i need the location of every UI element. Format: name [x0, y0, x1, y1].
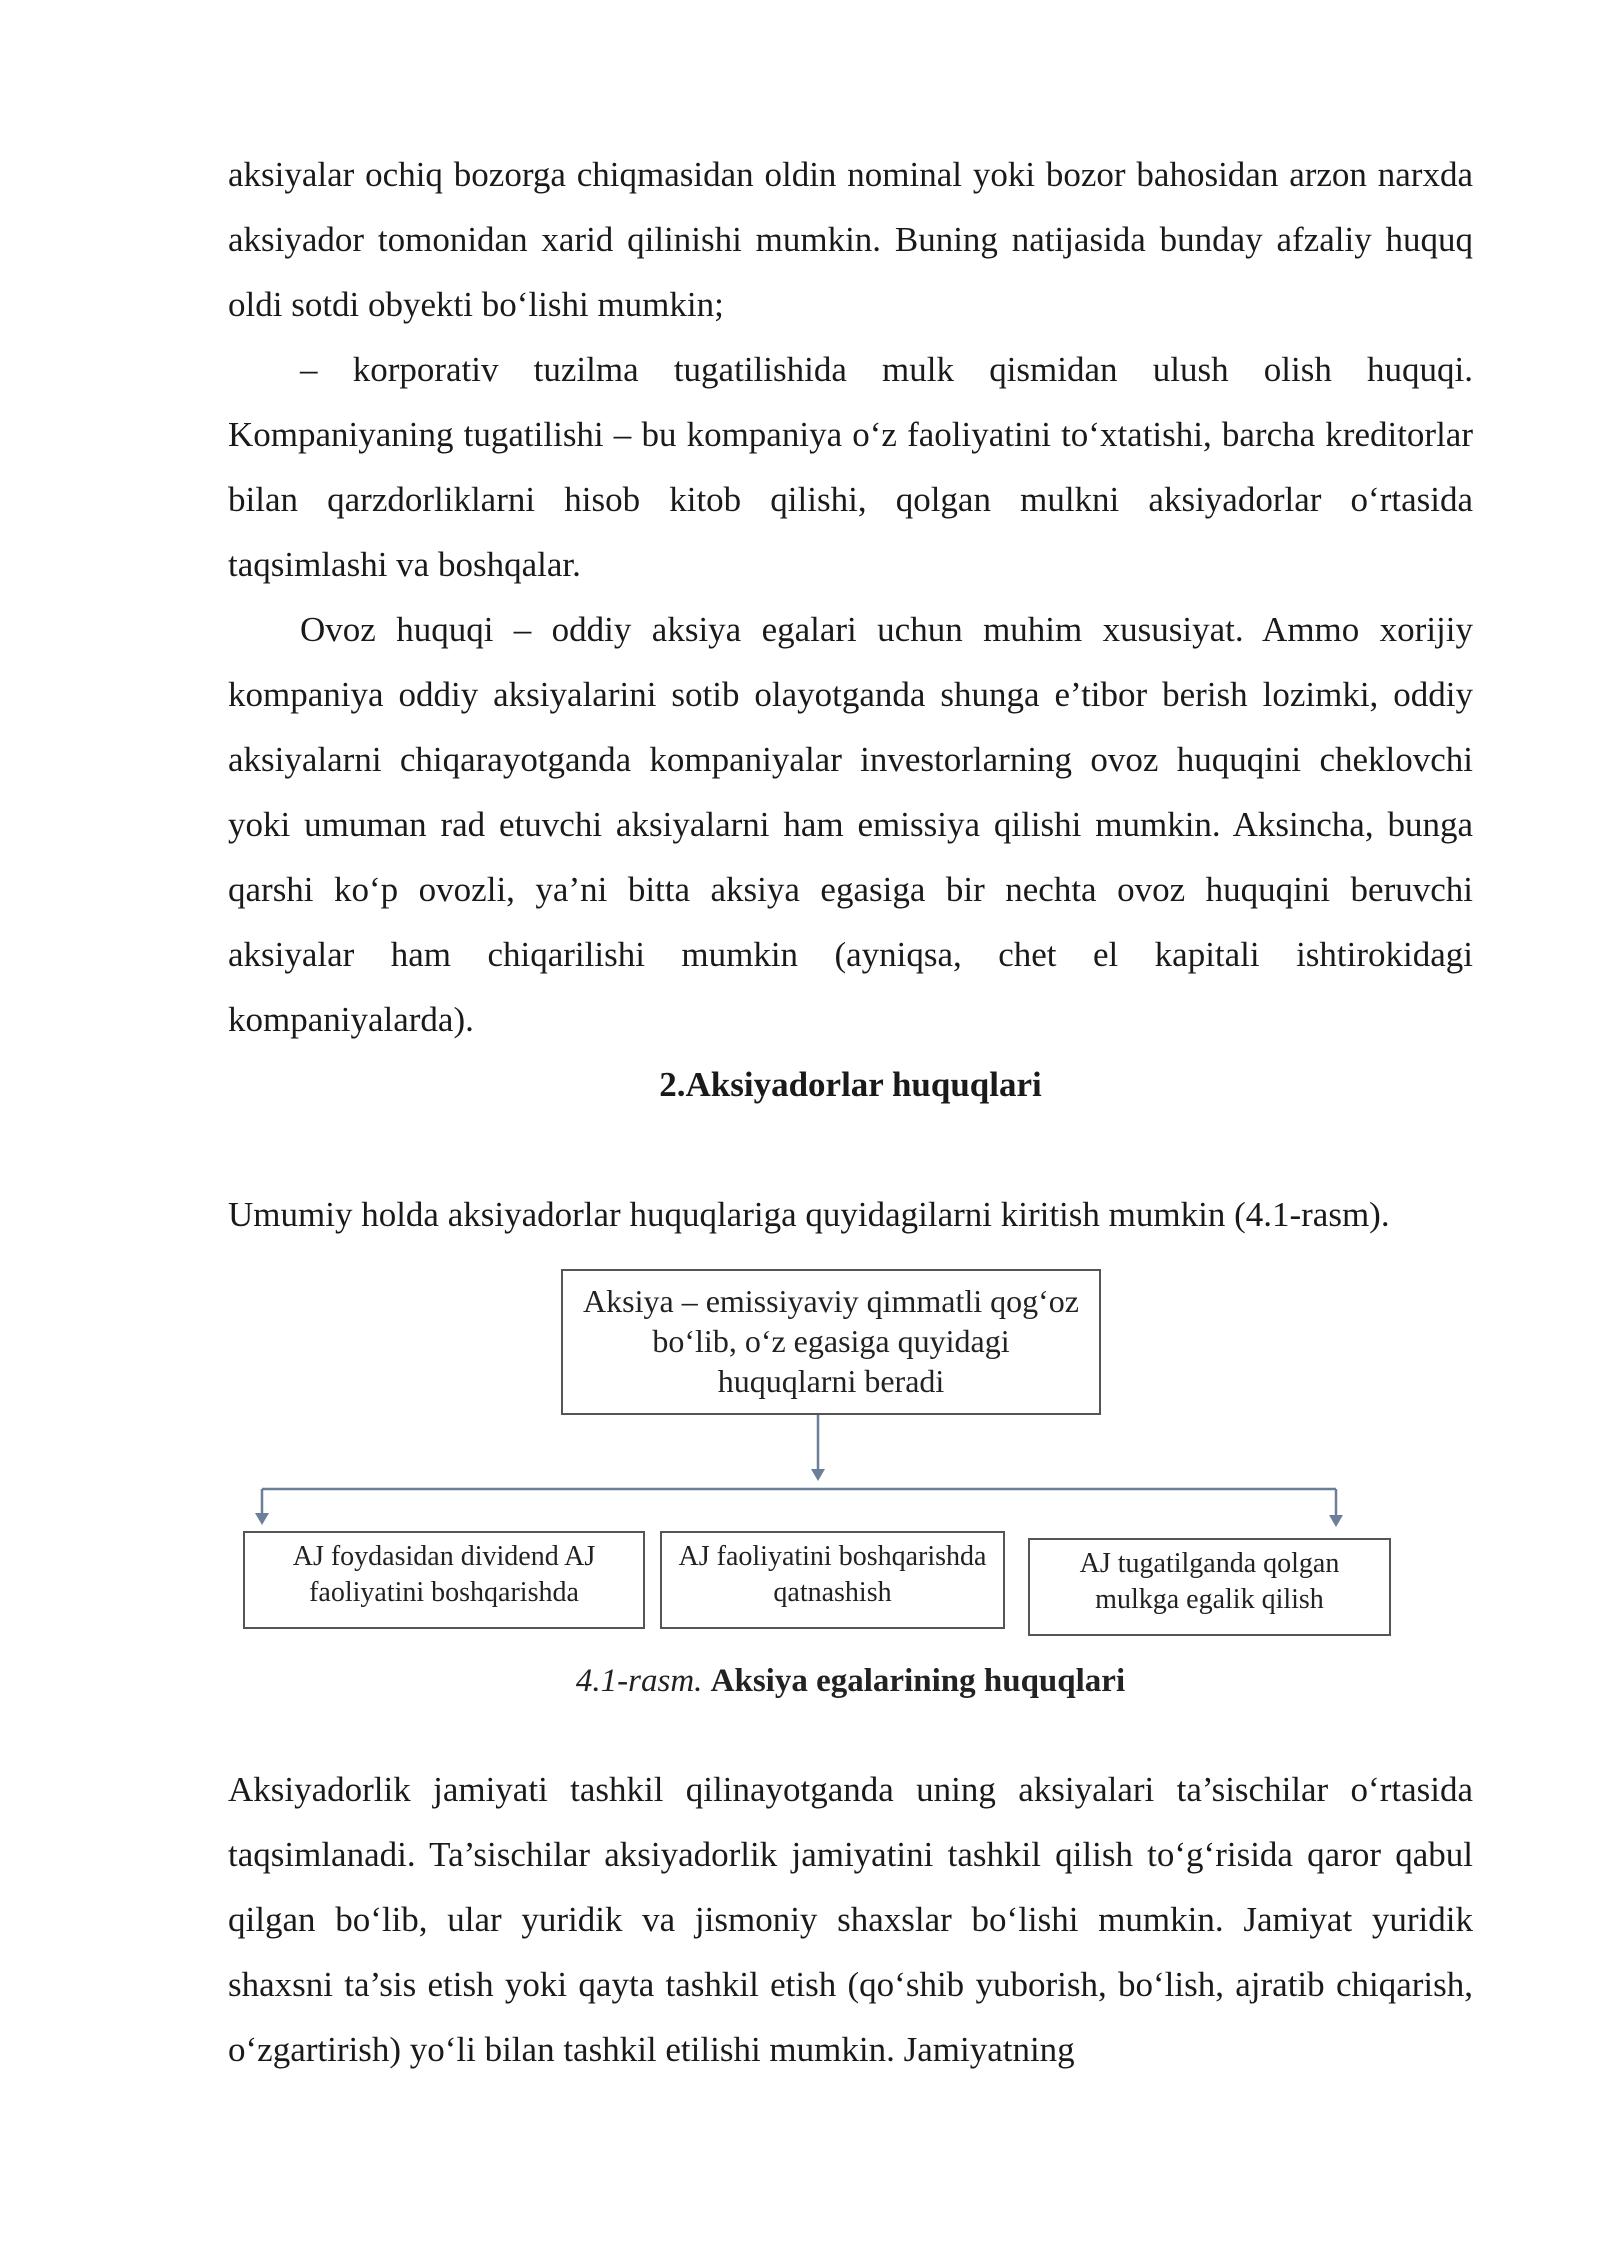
caption-number: 4.1-rasm. — [575, 1663, 703, 1699]
paragraph-liquidation-right: – korporativ tuzilma tugatilishida mulk qismidan ulush olish huquqi. Kompaniyaning tugatilishi – bu kompaniya o‘z faoliyatini to‘xtatishi, barcha kreditorlar bilan qarzdorliklarni hisob kitob qilishi, qolgan mulkni aksiyadorlar o‘rtasida taqsimlashi va boshqalar. — [228, 350, 1473, 584]
paragraph-voting-right: Ovoz huquqi – oddiy aksiya egalari uchun muhim xususiyat. Ammo xorijiy kompaniya oddiy aksiyalarini sotib olayotganda shunga e’tibor berish lozimki, oddiy aksiyalarni chiqarayotganda kompaniyalar investorlarning ovoz huquqini cheklovchi yoki umuman rad etuvchi aksiyalarni ham emissiya qilishi mumkin. Aksincha, bunga qarshi ko‘p ovozli, ya’ni bitta aksiya egasiga bir nechta ovoz huquqini beruvchi aksiyalar ham chiqarilishi mumkin (ayniqsa, chet el kapitali ishtirokidagi kompaniyalarda). — [228, 610, 1473, 1039]
arrow-head-main — [811, 1469, 825, 1481]
section-heading: 2.Aksiyadorlar huquqlari — [659, 1065, 1042, 1104]
paragraph-founders: Aksiyadorlik jamiyati tashkil qilinayotganda uning aksiyalari ta’sischilar o‘rtasida taqsimlanadi. Ta’sischilar aksiyadorlik jamiyatini tashkil qilish to‘g‘risida qaror qabul qilgan bo‘lib, ular yuridik va jismoniy shaxslar bo‘lishi mumkin. Jamiyat yuridik shaxsni ta’sis etish yoki qayta tashkil etish (qo‘shib yuborish, bo‘lish, ajratib chiqarish, o‘zgartirish) yo‘li bilan tashkil etilishi mumkin. Jamiyatning — [228, 1770, 1473, 2069]
arrow-head-right — [1329, 1515, 1343, 1527]
paragraph-preemptive-right: aksiyalar ochiq bozorga chiqmasidan oldin nominal yoki bozor bahosidan arzon narxda aksiyador tomonidan xarid qilinishi mumkin. Buning natijasida bunday afzaliy huquq oldi sotdi obyekti bo‘lishi mumkin; — [228, 155, 1473, 324]
diagram-box-management-right: AJ faoliyatini boshqarishda qatnashish — [660, 1531, 1005, 1629]
figure-caption — [228, 1661, 1473, 1701]
arrow-head-left — [255, 1513, 269, 1525]
document-page — [228, 142, 1473, 2082]
intro-line: Umumiy holda aksiyadorlar huquqlariga quyidagilarni kiritish mumkin (4.1-rasm). — [228, 1195, 1390, 1234]
diagram-box-stock-definition: Aksiya – emissiyaviy qimmatli qog‘oz bo‘lib, o‘z egasiga quyidagi huquqlarni beradi — [561, 1269, 1101, 1415]
figure-diagram — [228, 1257, 1473, 1757]
diagram-box-dividend-right: AJ foydasidan dividend AJ faoliyatini boshqarishda — [243, 1531, 645, 1629]
caption-title: Aksiya egalarining huquqlari — [710, 1663, 1126, 1699]
diagram-box-property-right: AJ tugatilganda qolgan mulkga egalik qilish — [1028, 1538, 1391, 1636]
